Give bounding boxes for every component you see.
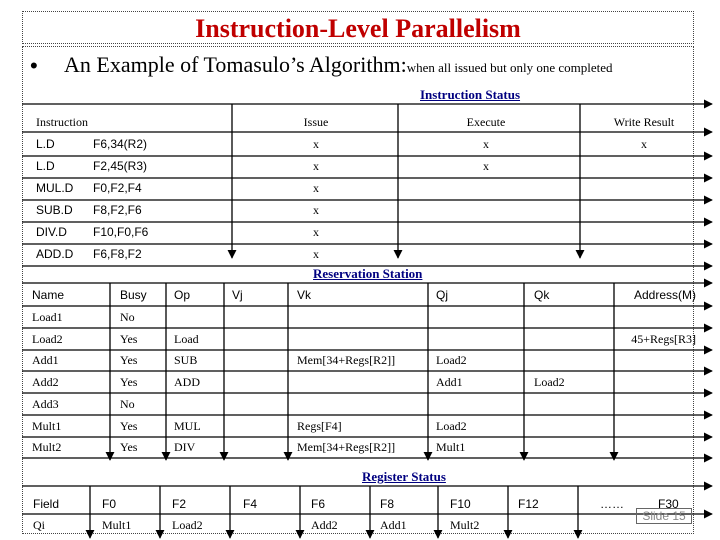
issue-mark: x	[313, 159, 319, 173]
register-name: F6	[311, 497, 326, 511]
instruction-op: L.D	[36, 159, 55, 173]
reservation-column-header: Busy	[120, 288, 147, 302]
instruction-operands: F8,F2,F6	[93, 203, 142, 217]
reservation-cell-qj: Load2	[436, 419, 467, 433]
reservation-cell-vk: Regs[F4]	[297, 419, 342, 433]
slide-number: Slide 15	[636, 508, 692, 524]
reservation-cell-name: Load1	[32, 310, 63, 324]
execute-mark: x	[483, 137, 489, 151]
reservation-cell-busy: Yes	[120, 419, 138, 433]
issue-mark: x	[313, 181, 319, 195]
reservation-cell-busy: Yes	[120, 375, 138, 389]
reservation-cell-qk: Load2	[534, 375, 565, 389]
reservation-cell-qj: Add1	[436, 375, 463, 389]
reservation-cell-op: Load	[174, 332, 199, 346]
register-name: F30	[658, 497, 679, 511]
register-status-header: Register Status	[362, 469, 446, 484]
reservation-cell-vk: Mem[34+Regs[R2]]	[297, 353, 396, 367]
reservation-cell-name: Mult1	[32, 419, 62, 433]
reservation-column-header: Vk	[297, 288, 312, 302]
reservation-cell-name: Add3	[32, 397, 59, 411]
reservation-cell-op: SUB	[174, 353, 198, 367]
reservation-cell-busy: No	[120, 397, 135, 411]
write-result-mark: x	[641, 137, 647, 151]
reservation-column-header: Qj	[436, 288, 448, 302]
instruction-op: DIV.D	[36, 225, 67, 239]
instruction-status-column-header: Issue	[303, 115, 329, 129]
instruction-status-column-header: Execute	[466, 115, 506, 129]
bullet-main: An Example of Tomasulo’s Algorithm:	[64, 52, 407, 77]
reservation-cell-busy: Yes	[120, 440, 138, 454]
instruction-status-column-header: Write Result	[613, 115, 675, 129]
reservation-column-header: Address(M)	[633, 288, 696, 302]
reservation-station-header: Reservation Station	[313, 266, 423, 281]
reservation-cell-name: Load2	[32, 332, 63, 346]
reservation-cell-op: DIV	[174, 440, 196, 454]
register-qi-value: Mult1	[102, 518, 132, 532]
reservation-cell-qj: Load2	[436, 353, 467, 367]
register-qi-value: Add2	[311, 518, 338, 532]
instruction-op: ADD.D	[36, 247, 74, 261]
bullet-icon: •	[30, 53, 38, 78]
instruction-operands: F6,34(R2)	[93, 137, 148, 151]
register-name: F12	[518, 497, 539, 511]
reservation-cell-name: Add1	[32, 353, 59, 367]
register-qi-label: Qi	[33, 518, 45, 532]
issue-mark: x	[313, 203, 319, 217]
instruction-operands: F2,45(R3)	[93, 159, 148, 173]
issue-mark: x	[313, 225, 319, 239]
reservation-cell-name: Add2	[32, 375, 59, 389]
reservation-cell-busy: Yes	[120, 332, 138, 346]
instruction-status-column-header: Instruction	[36, 115, 88, 129]
reservation-cell-busy: No	[120, 310, 135, 324]
reservation-column-header: Vj	[232, 288, 243, 302]
instruction-operands: F0,F2,F4	[93, 181, 142, 195]
execute-mark: x	[483, 159, 489, 173]
instruction-status-header: Instruction Status	[420, 87, 521, 102]
register-name: F10	[450, 497, 471, 511]
register-qi-value: Load2	[172, 518, 203, 532]
instruction-operands: F10,F0,F6	[93, 225, 149, 239]
reservation-column-header: Op	[174, 288, 191, 302]
reservation-cell-addr: 45+Regs[R3]	[631, 332, 696, 346]
reservation-cell-busy: Yes	[120, 353, 138, 367]
reservation-cell-op: MUL	[174, 419, 201, 433]
reservation-cell-qj: Mult1	[436, 440, 466, 454]
register-qi-value: Add1	[380, 518, 407, 532]
register-name: F0	[102, 497, 117, 511]
register-name: ……	[600, 497, 624, 511]
instruction-op: MUL.D	[36, 181, 74, 195]
register-name: F8	[380, 497, 395, 511]
register-name: F2	[172, 497, 187, 511]
register-qi-value: Mult2	[450, 518, 480, 532]
reservation-column-header: Qk	[534, 288, 550, 302]
bullet-note: when all issued but only one completed	[406, 60, 613, 75]
reservation-cell-vk: Mem[34+Regs[R2]]	[297, 440, 396, 454]
issue-mark: x	[313, 247, 319, 261]
instruction-op: L.D	[36, 137, 55, 151]
issue-mark: x	[313, 137, 319, 151]
reservation-cell-op: ADD	[174, 375, 200, 389]
register-name: F4	[243, 497, 258, 511]
slide-title: Instruction-Level Parallelism	[195, 14, 521, 43]
reservation-column-header: Name	[32, 288, 65, 302]
instruction-operands: F6,F8,F2	[93, 247, 142, 261]
register-field-label: Field	[33, 497, 60, 511]
instruction-op: SUB.D	[36, 203, 73, 217]
reservation-cell-name: Mult2	[32, 440, 62, 454]
